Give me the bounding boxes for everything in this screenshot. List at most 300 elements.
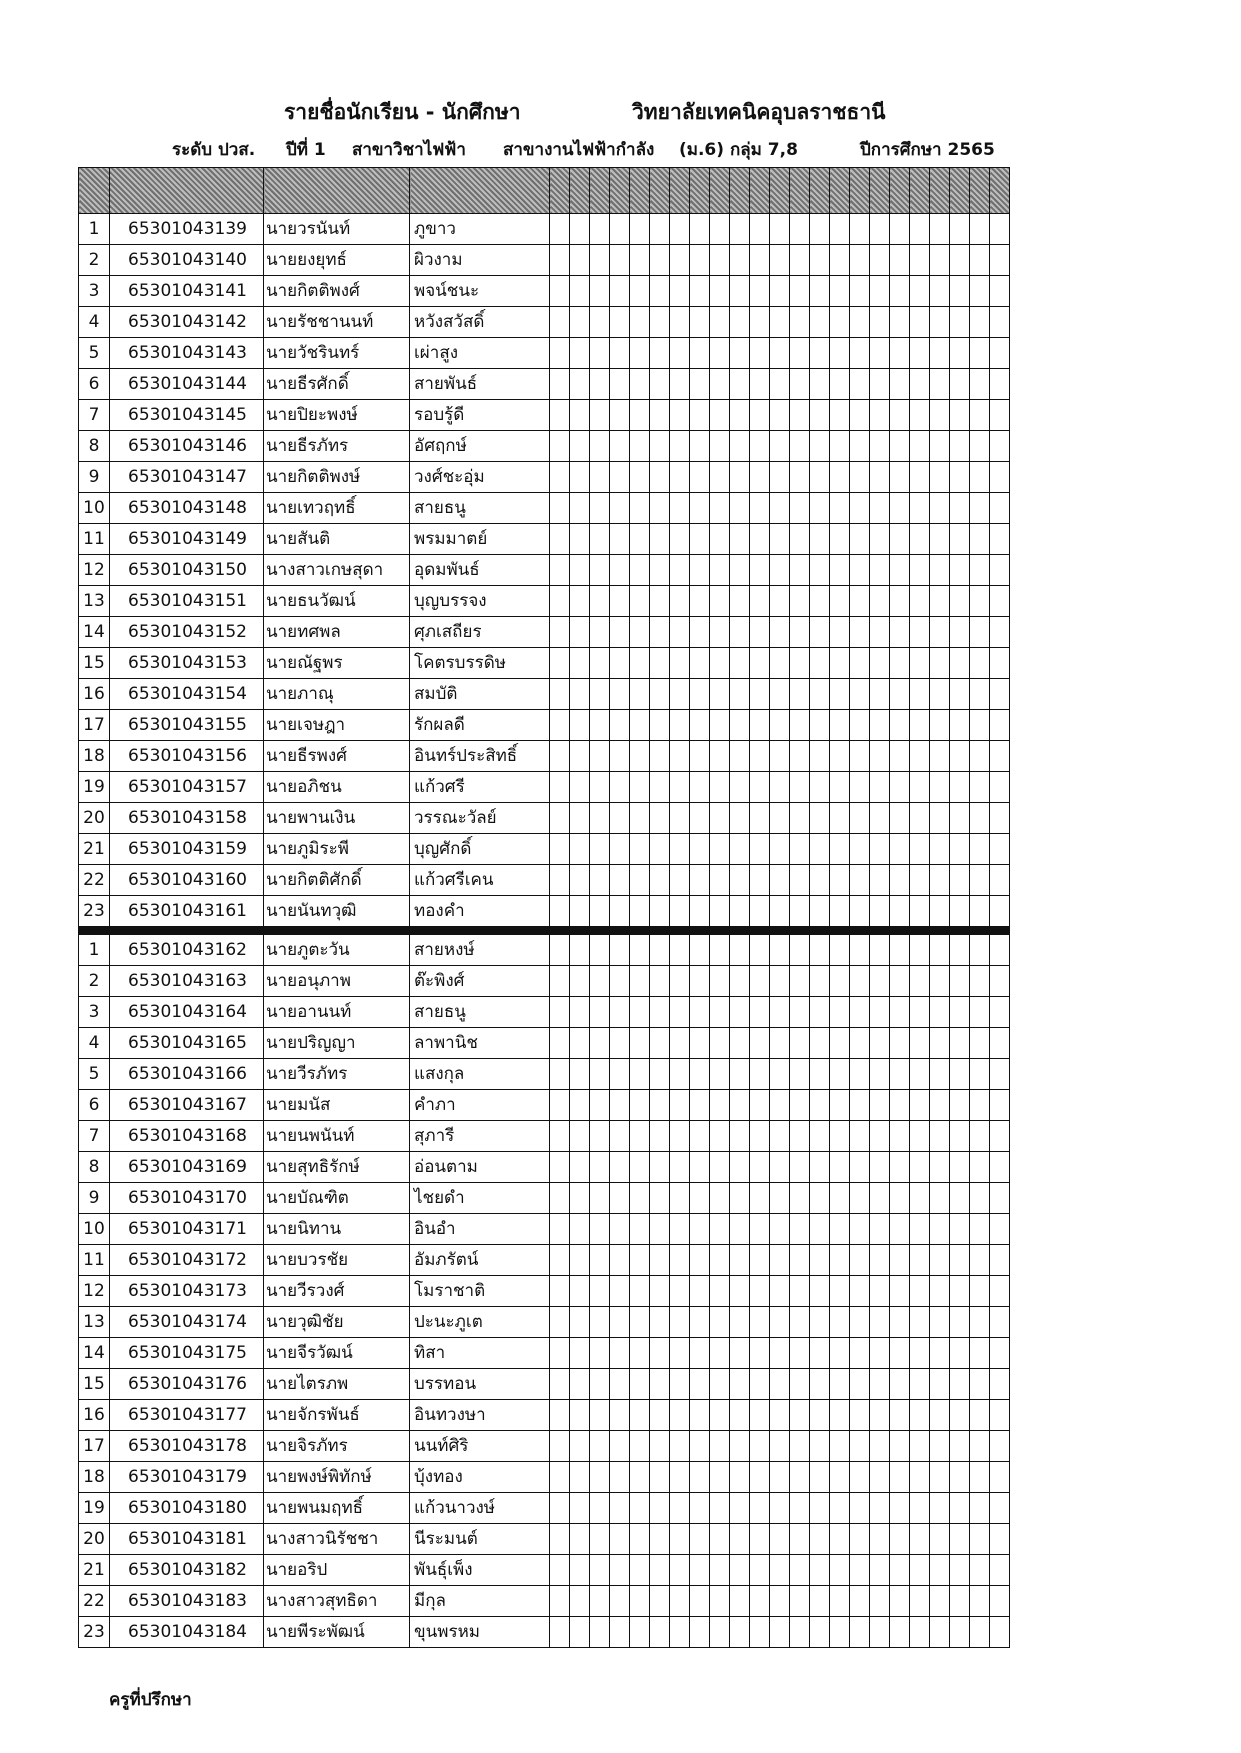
attendance-cell xyxy=(870,400,890,431)
header-cell xyxy=(930,168,950,214)
attendance-cell xyxy=(570,648,590,679)
student-id: 65301043153 xyxy=(110,648,264,679)
attendance-cell xyxy=(550,896,570,927)
attendance-cell xyxy=(750,586,770,617)
attendance-cell xyxy=(970,935,990,966)
row-number: 14 xyxy=(79,617,110,648)
attendance-cell xyxy=(690,935,710,966)
attendance-cell xyxy=(790,462,810,493)
attendance-cell xyxy=(550,1183,570,1214)
attendance-cell xyxy=(930,648,950,679)
row-number: 11 xyxy=(79,1245,110,1276)
attendance-cell xyxy=(810,834,830,865)
attendance-cell xyxy=(570,679,590,710)
attendance-cell xyxy=(970,1307,990,1338)
attendance-cell xyxy=(790,1121,810,1152)
student-first-name: นายนพนันท์ xyxy=(264,1121,410,1152)
attendance-cell xyxy=(730,307,750,338)
row-number: 3 xyxy=(79,276,110,307)
attendance-cell xyxy=(850,214,870,245)
attendance-cell xyxy=(910,710,930,741)
attendance-cell xyxy=(630,431,650,462)
header-cell xyxy=(870,168,890,214)
row-number: 11 xyxy=(79,524,110,555)
attendance-cell xyxy=(570,338,590,369)
attendance-cell xyxy=(930,1462,950,1493)
attendance-cell xyxy=(690,710,710,741)
attendance-cell xyxy=(830,1338,850,1369)
row-number: 22 xyxy=(79,1586,110,1617)
subtitle-academic-year: ปีการศึกษา 2565 xyxy=(860,140,995,160)
attendance-cell xyxy=(690,1338,710,1369)
attendance-cell xyxy=(650,462,670,493)
attendance-cell xyxy=(930,997,950,1028)
attendance-cell xyxy=(970,1245,990,1276)
attendance-cell xyxy=(810,1059,830,1090)
attendance-cell xyxy=(670,338,690,369)
attendance-cell xyxy=(610,935,630,966)
attendance-cell xyxy=(890,1121,910,1152)
attendance-cell xyxy=(550,1028,570,1059)
attendance-cell xyxy=(610,431,630,462)
row-number: 18 xyxy=(79,1462,110,1493)
attendance-cell xyxy=(630,1431,650,1462)
attendance-cell xyxy=(850,1524,870,1555)
student-first-name: นายเจษฎา xyxy=(264,710,410,741)
attendance-cell xyxy=(850,710,870,741)
attendance-cell xyxy=(970,369,990,400)
attendance-cell xyxy=(910,1462,930,1493)
attendance-cell xyxy=(890,741,910,772)
student-last-name: ภูขาว xyxy=(410,214,550,245)
attendance-cell xyxy=(770,1028,790,1059)
attendance-cell xyxy=(770,1276,790,1307)
attendance-cell xyxy=(850,1369,870,1400)
attendance-cell xyxy=(770,1400,790,1431)
student-id: 65301043177 xyxy=(110,1400,264,1431)
attendance-cell xyxy=(730,1369,750,1400)
attendance-cell xyxy=(910,1586,930,1617)
attendance-cell xyxy=(810,214,830,245)
table-row xyxy=(79,1276,1010,1307)
attendance-cell xyxy=(690,1617,710,1648)
attendance-cell xyxy=(950,935,970,966)
attendance-cell xyxy=(990,338,1010,369)
attendance-cell xyxy=(850,462,870,493)
attendance-cell xyxy=(930,1431,950,1462)
student-id: 65301043178 xyxy=(110,1431,264,1462)
student-last-name: โมราชาติ xyxy=(410,1276,550,1307)
attendance-cell xyxy=(630,276,650,307)
attendance-cell xyxy=(910,1617,930,1648)
attendance-cell xyxy=(910,1276,930,1307)
attendance-cell xyxy=(690,1214,710,1245)
attendance-cell xyxy=(690,586,710,617)
subtitle-level: ระดับ ปวส. xyxy=(172,140,256,160)
attendance-cell xyxy=(970,431,990,462)
attendance-cell xyxy=(830,772,850,803)
attendance-cell xyxy=(550,1276,570,1307)
attendance-cell xyxy=(670,617,690,648)
attendance-cell xyxy=(730,834,750,865)
attendance-cell xyxy=(910,1400,930,1431)
attendance-cell xyxy=(870,1090,890,1121)
attendance-cell xyxy=(890,1493,910,1524)
student-last-name: ผิวงาม xyxy=(410,245,550,276)
attendance-cell xyxy=(990,1183,1010,1214)
student-first-name: นายณัฐพร xyxy=(264,648,410,679)
student-id: 65301043145 xyxy=(110,400,264,431)
attendance-cell xyxy=(950,741,970,772)
table-row xyxy=(79,679,1010,710)
attendance-cell xyxy=(730,617,750,648)
student-first-name: นายวัชรินทร์ xyxy=(264,338,410,369)
student-first-name: นายบัณฑิต xyxy=(264,1183,410,1214)
attendance-cell xyxy=(590,1338,610,1369)
student-id: 65301043151 xyxy=(110,586,264,617)
attendance-cell xyxy=(670,1617,690,1648)
student-id: 65301043173 xyxy=(110,1276,264,1307)
attendance-cell xyxy=(890,1183,910,1214)
attendance-cell xyxy=(770,710,790,741)
attendance-cell xyxy=(970,1090,990,1121)
attendance-cell xyxy=(590,338,610,369)
attendance-cell xyxy=(590,400,610,431)
attendance-cell xyxy=(610,679,630,710)
attendance-cell xyxy=(610,1245,630,1276)
attendance-cell xyxy=(830,1462,850,1493)
attendance-cell xyxy=(590,462,610,493)
student-id: 65301043152 xyxy=(110,617,264,648)
attendance-cell xyxy=(810,1183,830,1214)
header-cell xyxy=(730,168,750,214)
student-first-name: นายปิยะพงษ์ xyxy=(264,400,410,431)
attendance-cell xyxy=(710,586,730,617)
attendance-cell xyxy=(630,338,650,369)
attendance-cell xyxy=(710,1462,730,1493)
attendance-cell xyxy=(630,1462,650,1493)
attendance-cell xyxy=(870,1059,890,1090)
attendance-cell xyxy=(690,462,710,493)
attendance-cell xyxy=(970,586,990,617)
attendance-cell xyxy=(630,966,650,997)
attendance-cell xyxy=(630,555,650,586)
attendance-cell xyxy=(610,462,630,493)
attendance-cell xyxy=(910,1493,930,1524)
attendance-cell xyxy=(750,1400,770,1431)
attendance-cell xyxy=(710,307,730,338)
attendance-cell xyxy=(850,1245,870,1276)
attendance-cell xyxy=(810,1400,830,1431)
attendance-cell xyxy=(970,865,990,896)
attendance-cell xyxy=(770,1493,790,1524)
attendance-cell xyxy=(770,1090,790,1121)
attendance-cell xyxy=(690,245,710,276)
attendance-cell xyxy=(810,245,830,276)
attendance-cell xyxy=(990,679,1010,710)
attendance-cell xyxy=(650,1090,670,1121)
attendance-cell xyxy=(870,1493,890,1524)
student-first-name: นายเทวฤทธิ์ xyxy=(264,493,410,524)
row-number: 21 xyxy=(79,834,110,865)
table-row xyxy=(79,1369,1010,1400)
attendance-cell xyxy=(910,865,930,896)
student-first-name: นายวีรวงศ์ xyxy=(264,1276,410,1307)
attendance-cell xyxy=(810,710,830,741)
row-number: 8 xyxy=(79,1152,110,1183)
attendance-cell xyxy=(850,245,870,276)
attendance-cell xyxy=(910,679,930,710)
attendance-cell xyxy=(650,648,670,679)
attendance-cell xyxy=(890,1555,910,1586)
attendance-cell xyxy=(810,865,830,896)
attendance-cell xyxy=(750,741,770,772)
attendance-cell xyxy=(870,617,890,648)
subtitle-year: ปีที่ 1 xyxy=(286,140,326,160)
attendance-cell xyxy=(990,586,1010,617)
attendance-cell xyxy=(970,679,990,710)
attendance-cell xyxy=(650,803,670,834)
attendance-cell xyxy=(830,834,850,865)
attendance-cell xyxy=(830,1586,850,1617)
attendance-cell xyxy=(610,524,630,555)
row-number: 10 xyxy=(79,1214,110,1245)
attendance-cell xyxy=(710,1121,730,1152)
attendance-cell xyxy=(570,834,590,865)
attendance-cell xyxy=(910,1524,930,1555)
attendance-cell xyxy=(930,1090,950,1121)
row-number: 20 xyxy=(79,1524,110,1555)
student-roster-table xyxy=(78,167,1010,1648)
attendance-cell xyxy=(890,307,910,338)
attendance-cell xyxy=(670,1028,690,1059)
attendance-cell xyxy=(970,997,990,1028)
attendance-cell xyxy=(730,1586,750,1617)
attendance-cell xyxy=(790,966,810,997)
attendance-cell xyxy=(890,1152,910,1183)
table-row xyxy=(79,214,1010,245)
attendance-cell xyxy=(930,1307,950,1338)
attendance-cell xyxy=(790,1400,810,1431)
attendance-cell xyxy=(650,524,670,555)
attendance-cell xyxy=(630,1245,650,1276)
attendance-cell xyxy=(990,1214,1010,1245)
attendance-cell xyxy=(950,1214,970,1245)
student-first-name: นายนิทาน xyxy=(264,1214,410,1245)
attendance-cell xyxy=(650,369,670,400)
attendance-cell xyxy=(670,1369,690,1400)
attendance-cell xyxy=(670,1586,690,1617)
attendance-cell xyxy=(830,1090,850,1121)
attendance-cell xyxy=(610,834,630,865)
table-row xyxy=(79,1586,1010,1617)
header-cell xyxy=(690,168,710,214)
student-id: 65301043140 xyxy=(110,245,264,276)
title-student-list: รายชื่อนักเรียน - นักศึกษา xyxy=(284,100,521,124)
attendance-cell xyxy=(770,803,790,834)
attendance-cell xyxy=(650,431,670,462)
attendance-cell xyxy=(590,1090,610,1121)
attendance-cell xyxy=(650,1617,670,1648)
attendance-cell xyxy=(750,1307,770,1338)
attendance-cell xyxy=(850,772,870,803)
attendance-cell xyxy=(670,803,690,834)
attendance-cell xyxy=(950,493,970,524)
attendance-cell xyxy=(890,1369,910,1400)
attendance-cell xyxy=(710,679,730,710)
attendance-cell xyxy=(870,1586,890,1617)
attendance-cell xyxy=(590,276,610,307)
attendance-cell xyxy=(790,524,810,555)
attendance-cell xyxy=(790,1090,810,1121)
attendance-cell xyxy=(670,1555,690,1586)
attendance-cell xyxy=(990,834,1010,865)
attendance-cell xyxy=(650,1555,670,1586)
attendance-cell xyxy=(750,555,770,586)
attendance-cell xyxy=(630,1183,650,1214)
attendance-cell xyxy=(570,586,590,617)
attendance-cell xyxy=(650,338,670,369)
attendance-cell xyxy=(750,462,770,493)
student-first-name: นายอานนท์ xyxy=(264,997,410,1028)
attendance-cell xyxy=(730,1152,750,1183)
attendance-cell xyxy=(770,935,790,966)
student-last-name: สายพันธ์ xyxy=(410,369,550,400)
attendance-cell xyxy=(850,369,870,400)
attendance-cell xyxy=(810,997,830,1028)
attendance-cell xyxy=(730,276,750,307)
attendance-cell xyxy=(570,1555,590,1586)
attendance-cell xyxy=(570,400,590,431)
attendance-cell xyxy=(670,1276,690,1307)
attendance-cell xyxy=(750,710,770,741)
attendance-cell xyxy=(570,276,590,307)
attendance-cell xyxy=(870,834,890,865)
attendance-cell xyxy=(950,1555,970,1586)
attendance-cell xyxy=(650,1400,670,1431)
attendance-cell xyxy=(630,1276,650,1307)
attendance-cell xyxy=(890,648,910,679)
attendance-cell xyxy=(790,710,810,741)
attendance-cell xyxy=(670,1183,690,1214)
attendance-cell xyxy=(630,741,650,772)
attendance-cell xyxy=(850,1183,870,1214)
row-number: 13 xyxy=(79,586,110,617)
attendance-cell xyxy=(650,214,670,245)
attendance-cell xyxy=(950,1400,970,1431)
attendance-cell xyxy=(670,276,690,307)
attendance-cell xyxy=(850,1586,870,1617)
attendance-cell xyxy=(790,1369,810,1400)
student-id: 65301043168 xyxy=(110,1121,264,1152)
attendance-cell xyxy=(770,400,790,431)
attendance-cell xyxy=(630,245,650,276)
student-first-name: นางสาวสุทธิดา xyxy=(264,1586,410,1617)
attendance-cell xyxy=(950,1307,970,1338)
table-row xyxy=(79,1617,1010,1648)
attendance-cell xyxy=(550,214,570,245)
attendance-cell xyxy=(690,772,710,803)
attendance-cell xyxy=(730,1307,750,1338)
student-first-name: นายบวรชัย xyxy=(264,1245,410,1276)
attendance-cell xyxy=(710,1338,730,1369)
attendance-cell xyxy=(970,896,990,927)
attendance-cell xyxy=(850,1617,870,1648)
attendance-cell xyxy=(590,1059,610,1090)
row-number: 1 xyxy=(79,935,110,966)
attendance-cell xyxy=(550,400,570,431)
attendance-cell xyxy=(550,338,570,369)
attendance-cell xyxy=(670,679,690,710)
attendance-cell xyxy=(750,935,770,966)
row-number: 9 xyxy=(79,1183,110,1214)
attendance-cell xyxy=(830,276,850,307)
attendance-cell xyxy=(930,1059,950,1090)
attendance-cell xyxy=(970,1183,990,1214)
student-first-name: นายไตรภพ xyxy=(264,1369,410,1400)
attendance-cell xyxy=(830,307,850,338)
attendance-cell xyxy=(830,1307,850,1338)
attendance-cell xyxy=(930,865,950,896)
attendance-cell xyxy=(890,1617,910,1648)
attendance-cell xyxy=(990,617,1010,648)
attendance-cell xyxy=(890,245,910,276)
attendance-cell xyxy=(670,896,690,927)
attendance-cell xyxy=(990,400,1010,431)
attendance-cell xyxy=(650,1524,670,1555)
attendance-cell xyxy=(890,896,910,927)
attendance-cell xyxy=(810,935,830,966)
attendance-cell xyxy=(670,648,690,679)
row-number: 7 xyxy=(79,1121,110,1152)
attendance-cell xyxy=(990,1338,1010,1369)
attendance-cell xyxy=(910,493,930,524)
attendance-cell xyxy=(590,1524,610,1555)
attendance-cell xyxy=(770,1338,790,1369)
row-number: 15 xyxy=(79,1369,110,1400)
attendance-cell xyxy=(830,679,850,710)
attendance-cell xyxy=(630,997,650,1028)
attendance-cell xyxy=(610,1555,630,1586)
student-last-name: บุญบรรจง xyxy=(410,586,550,617)
attendance-cell xyxy=(630,1307,650,1338)
attendance-cell xyxy=(610,803,630,834)
attendance-cell xyxy=(750,1090,770,1121)
header-cell xyxy=(670,168,690,214)
attendance-cell xyxy=(950,307,970,338)
student-last-name: สายหงษ์ xyxy=(410,935,550,966)
row-number: 4 xyxy=(79,1028,110,1059)
attendance-cell xyxy=(610,1400,630,1431)
attendance-cell xyxy=(810,555,830,586)
student-id: 65301043154 xyxy=(110,679,264,710)
attendance-cell xyxy=(550,1431,570,1462)
attendance-cell xyxy=(930,586,950,617)
attendance-cell xyxy=(730,1338,750,1369)
attendance-cell xyxy=(770,431,790,462)
attendance-cell xyxy=(830,966,850,997)
attendance-cell xyxy=(930,400,950,431)
attendance-cell xyxy=(550,1617,570,1648)
attendance-cell xyxy=(990,710,1010,741)
attendance-cell xyxy=(930,935,950,966)
student-last-name: แก้วนาวงษ์ xyxy=(410,1493,550,1524)
attendance-cell xyxy=(930,1183,950,1214)
attendance-cell xyxy=(930,307,950,338)
attendance-cell xyxy=(690,1400,710,1431)
row-number: 12 xyxy=(79,1276,110,1307)
attendance-cell xyxy=(910,834,930,865)
